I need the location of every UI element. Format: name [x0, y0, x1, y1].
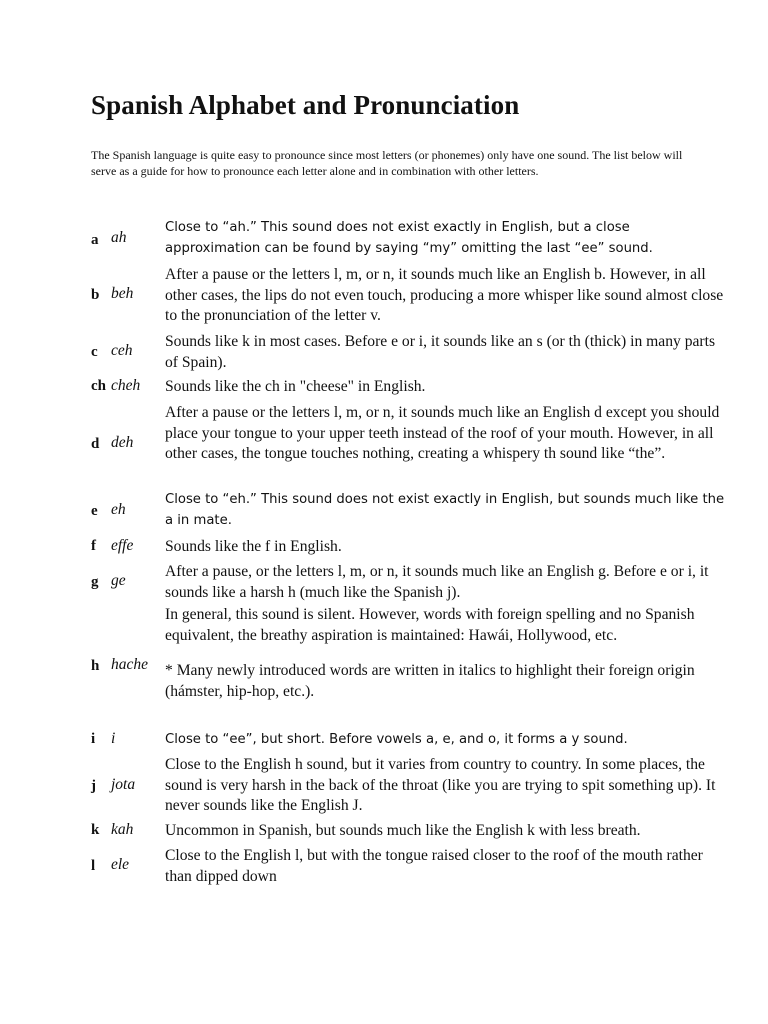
letter: j: [91, 778, 96, 794]
letter-name: ceh: [111, 342, 133, 359]
pronunciation-description: After a pause or the letters l, m, or n, it sounds much like an English b. However, in all other cases, the lips do not even touch, producing a more whisper like sound almost close to the pronunciation of the letter v.: [165, 266, 724, 324]
intro-paragraph: The Spanish language is quite easy to pronounce since most letters (or phonemes) only have one sound. The list below will serve as a guide for how to pronounce each letter alone and in combination with other letters.: [91, 148, 683, 179]
letter: c: [91, 344, 98, 360]
pronunciation-description: Close to “ee”, but short. Before vowels a, e, and o, it forms a y sound.: [165, 732, 628, 747]
letter-name: ah: [111, 229, 127, 246]
letter-name: ge: [111, 572, 126, 589]
letter-name: i: [111, 730, 116, 747]
pronunciation-description: Sounds like the ch in "cheese" in English.: [165, 378, 426, 395]
letter-name: hache: [111, 656, 149, 673]
pronunciation-description: Close to the English h sound, but it varies from country to country. In some places, the sound is very harsh in the back of the throat (like you are trying to spit something up). It never sounds like the English J.: [165, 756, 716, 814]
pronunciation-description: Close to “eh.” This sound does not exist exactly in English, but sounds much like the a in mate.: [165, 492, 725, 528]
letter-name: kah: [111, 821, 134, 838]
letter: f: [91, 538, 96, 554]
letter: k: [91, 822, 100, 838]
pronunciation-description: Sounds like k in most cases. Before e or i, it sounds like an s (or th (thick) in many parts of Spain).: [165, 333, 716, 371]
letter-name: beh: [111, 285, 134, 302]
letter: l: [91, 858, 96, 874]
letter: e: [91, 503, 98, 519]
letter: a: [91, 232, 99, 248]
letter-name: effe: [111, 537, 134, 554]
letter-name: jota: [111, 776, 136, 793]
page-title: Spanish Alphabet and Pronunciation: [91, 90, 520, 120]
letter: ch: [91, 378, 106, 394]
letter-name: deh: [111, 434, 134, 451]
letter: g: [91, 574, 99, 590]
pronunciation-description: Close to “ah.” This sound does not exist exactly in English, but a close approximation can be found by saying “my” omitting the last “ee” sound.: [165, 220, 653, 256]
pronunciation-description: Close to the English l, but with the tongue raised closer to the roof of the mouth rather than dipped down: [165, 847, 703, 885]
letter: h: [91, 658, 100, 674]
pronunciation-description: Uncommon in Spanish, but sounds much like the English k with less breath.: [165, 822, 641, 839]
foreign-words-note: * Many newly introduced words are written in italics to highlight their foreign origin (hámster, hip-hop, etc.).: [165, 662, 695, 700]
pronunciation-description: [165, 605, 725, 702]
letter-name: eh: [111, 501, 126, 518]
letter-name: cheh: [111, 377, 141, 394]
letter: i: [91, 731, 96, 747]
letter: d: [91, 436, 100, 452]
pronunciation-description: After a pause or the letters l, m, or n, it sounds much like an English d except you should place your tongue to your upper teeth instead of the roof of your mouth. However, in all other cases, the tongue touches nothing, creating a whispery th sound like “the”.: [165, 404, 720, 462]
pronunciation-description: After a pause, or the letters l, m, or n, it sounds much like an English g. Before e or i, it sounds like a harsh h (much like the Spanish j).: [165, 563, 709, 601]
letter: b: [91, 287, 100, 303]
description-text: In general, this sound is silent. However, words with foreign spelling and no Spanish equivalent, the breathy aspiration is maintained: Hawái, Hollywood, etc.: [165, 606, 695, 644]
letter-name: ele: [111, 856, 130, 873]
pronunciation-description: Sounds like the f in English.: [165, 538, 342, 555]
